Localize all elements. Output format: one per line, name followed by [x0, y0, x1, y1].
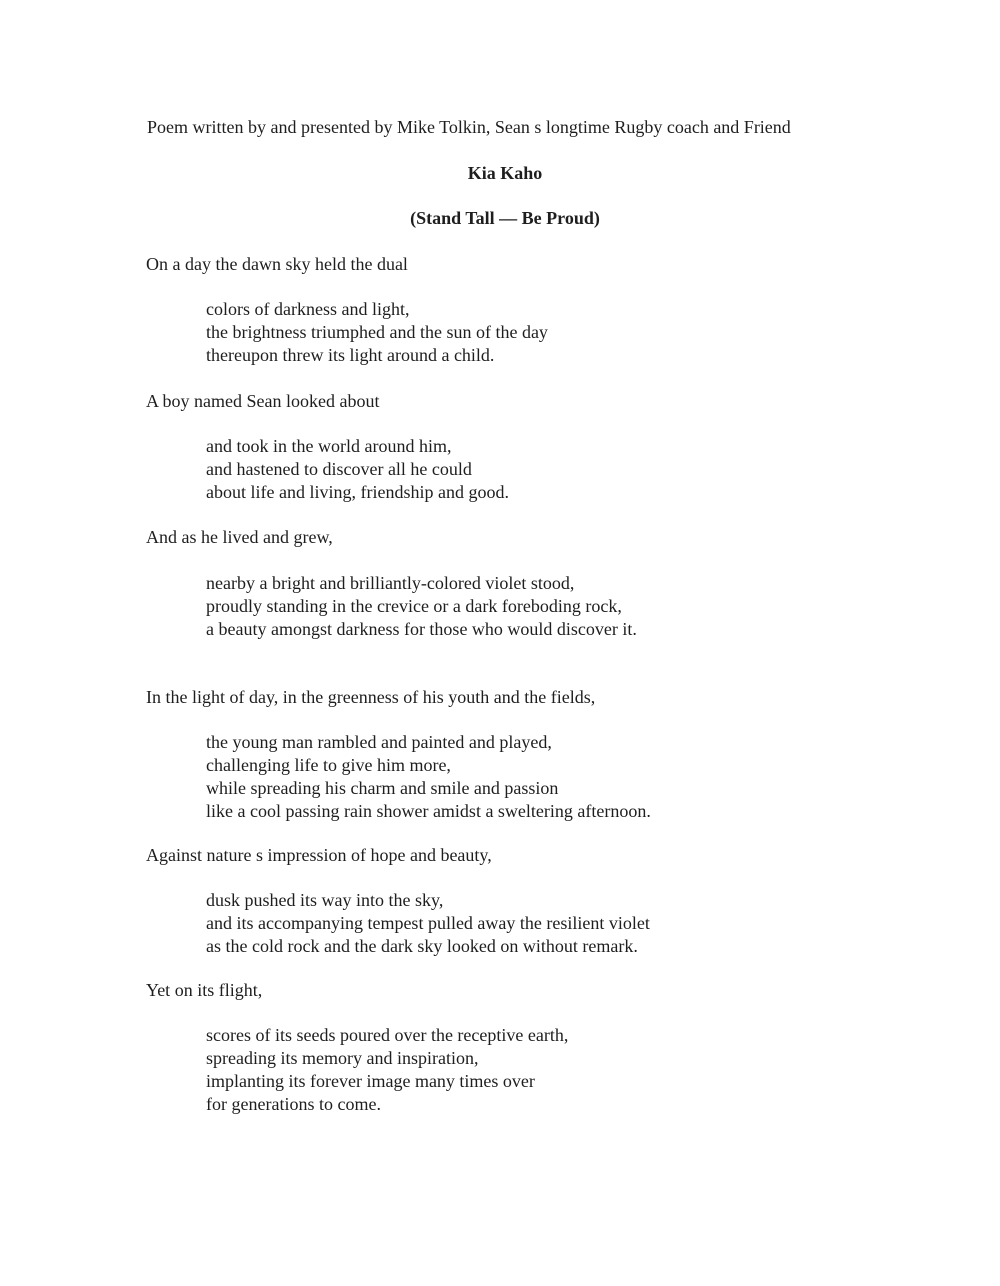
- stanza-4-lead: In the light of day, in the greenness of his youth and the fields,: [146, 687, 596, 707]
- stanza-1-lead: On a day the dawn sky held the dual: [146, 254, 408, 274]
- stanza-5-line-2: and its accompanying tempest pulled away the resilient violet: [206, 913, 650, 933]
- stanza-5-line-1: dusk pushed its way into the sky,: [206, 890, 444, 910]
- stanza-2-line-2: and hastened to discover all he could: [206, 459, 472, 479]
- stanza-4-line-3: while spreading his charm and smile and passion: [206, 778, 559, 798]
- stanza-4-line-2: challenging life to give him more,: [206, 755, 451, 775]
- stanza-5-line-3: as the cold rock and the dark sky looked on without remark.: [206, 936, 638, 956]
- stanza-6-line-3: implanting its forever image many times over: [206, 1071, 535, 1091]
- stanza-2-lead: A boy named Sean looked about: [146, 391, 380, 411]
- poem-title: Kia Kaho: [467, 163, 543, 183]
- stanza-2-line-3: about life and living, friendship and good.: [206, 482, 509, 502]
- stanza-6-line-4: for generations to come.: [206, 1094, 381, 1114]
- stanza-3-line-3: a beauty amongst darkness for those who would discover it.: [206, 619, 637, 639]
- poem-attribution: Poem written by and presented by Mike Tolkin, Sean s longtime Rugby coach and Friend: [147, 117, 791, 137]
- stanza-1-line-3: thereupon threw its light around a child.: [206, 345, 495, 365]
- stanza-3-line-2: proudly standing in the crevice or a dark foreboding rock,: [206, 596, 622, 616]
- stanza-4-line-4: like a cool passing rain shower amidst a sweltering afternoon.: [206, 801, 651, 821]
- stanza-1-line-1: colors of darkness and light,: [206, 299, 410, 319]
- stanza-5-lead: Against nature s impression of hope and beauty,: [146, 845, 492, 865]
- stanza-3-lead: And as he lived and grew,: [146, 527, 333, 547]
- stanza-6-lead: Yet on its flight,: [146, 980, 263, 1000]
- stanza-4-line-1: the young man rambled and painted and played,: [206, 732, 552, 752]
- stanza-6-line-1: scores of its seeds poured over the receptive earth,: [206, 1025, 569, 1045]
- poem-subtitle: (Stand Tall — Be Proud): [410, 208, 600, 228]
- stanza-6-line-2: spreading its memory and inspiration,: [206, 1048, 479, 1068]
- stanza-1-line-2: the brightness triumphed and the sun of the day: [206, 322, 548, 342]
- stanza-2-line-1: and took in the world around him,: [206, 436, 452, 456]
- stanza-3-line-1: nearby a bright and brilliantly-colored violet stood,: [206, 573, 575, 593]
